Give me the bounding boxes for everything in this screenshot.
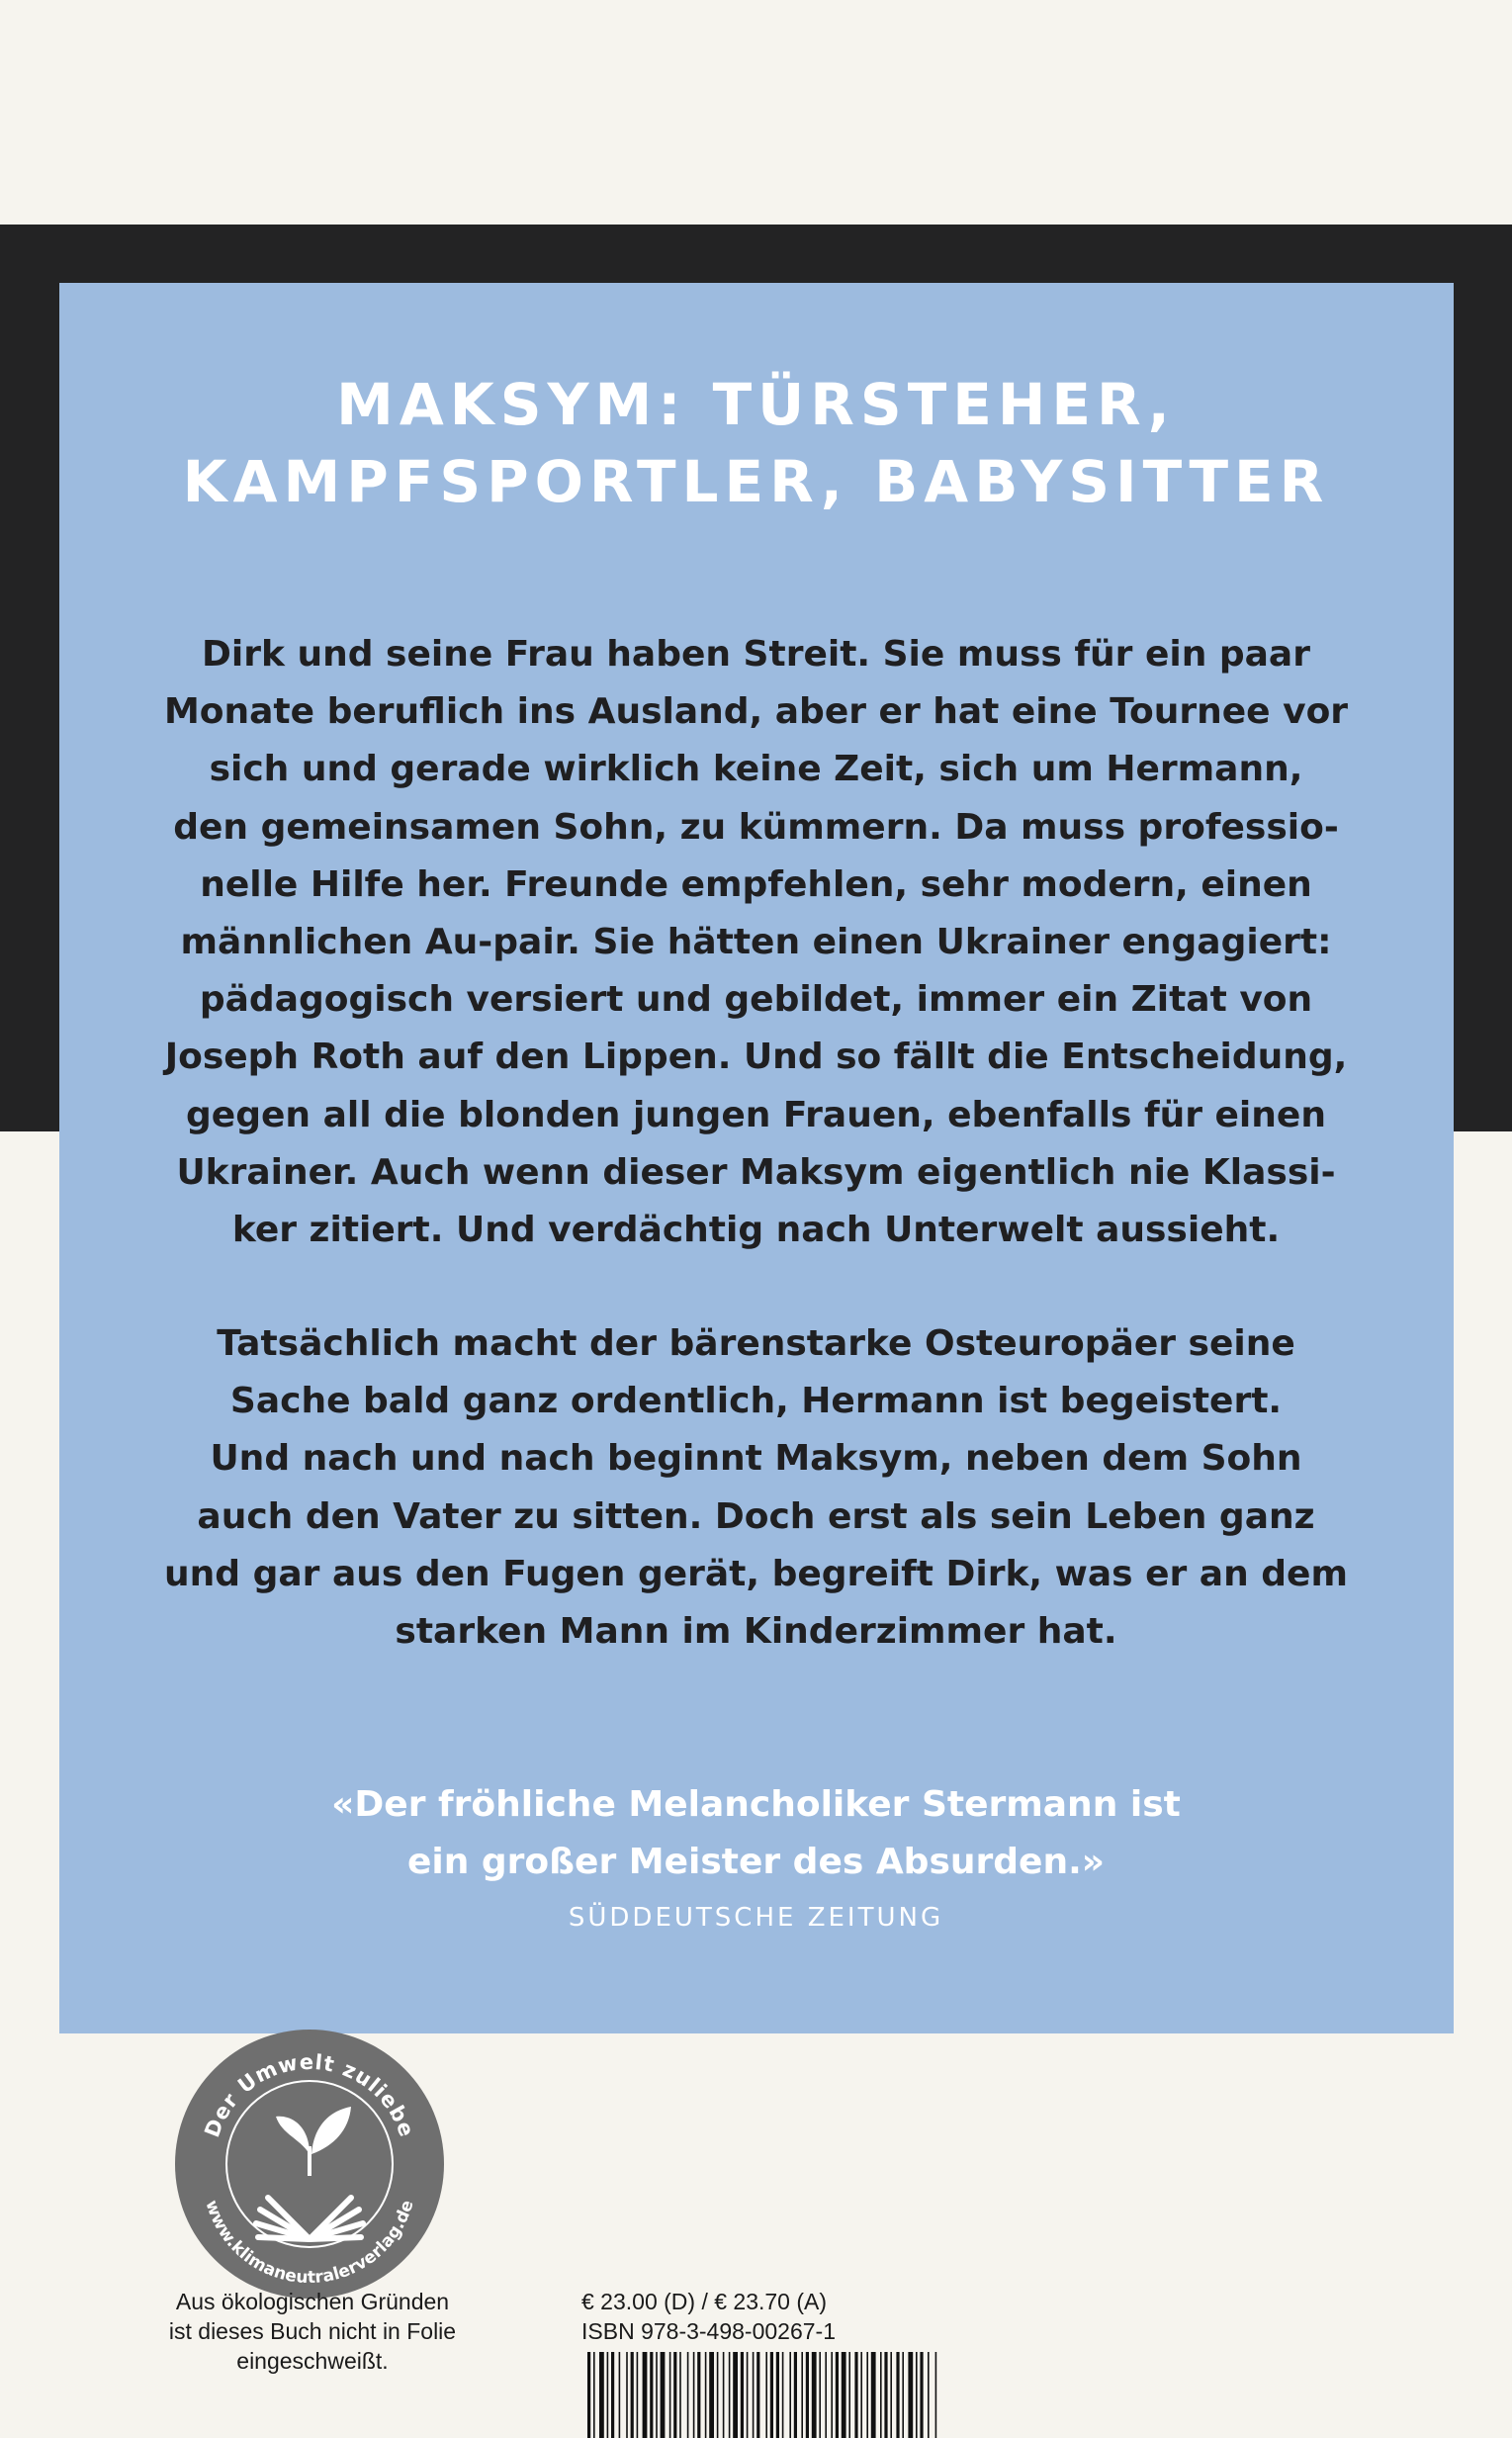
barcode-bar xyxy=(756,2352,759,2438)
barcode-bar xyxy=(607,2352,609,2438)
text-line: sich und gerade wirklich keine Zeit, sich um Hermann, xyxy=(209,749,1303,790)
text-line: Sache bald ganz ordentlich, Hermann ist begeistert. xyxy=(229,1381,1283,1422)
barcode-bar xyxy=(765,2352,767,2438)
barcode-bar xyxy=(831,2352,833,2438)
barcode-bar xyxy=(842,2352,846,2438)
isbn: ISBN 978-3-498-00267-1 xyxy=(581,2318,836,2344)
barcode-bar xyxy=(880,2352,882,2438)
text-line: Joseph Roth auf den Lippen. Und so fällt die Entscheidung, xyxy=(164,1037,1348,1078)
barcode-bar xyxy=(928,2352,930,2438)
barcode-bar xyxy=(794,2352,797,2438)
barcode xyxy=(583,2352,941,2438)
barcode-bar xyxy=(717,2352,719,2438)
text-line: und gar aus den Fugen gerät, begreift Dirk, was er an dem xyxy=(164,1553,1348,1594)
barcode-bar xyxy=(626,2352,628,2438)
barcode-bar xyxy=(836,2352,839,2438)
barcode-bar xyxy=(896,2352,899,2438)
barcode-bar xyxy=(806,2352,809,2438)
barcode-bar xyxy=(854,2352,857,2438)
barcode-bar xyxy=(916,2352,918,2438)
review-quote xyxy=(0,1776,1512,1891)
barcode-bar xyxy=(741,2352,744,2438)
eco-note xyxy=(156,2287,469,2376)
barcode-bar xyxy=(860,2352,862,2438)
text-line: pädagogisch versiert und gebildet, immer ein Zitat von xyxy=(199,979,1313,1021)
text-line: nelle Hilfe her. Freunde empfehlen, sehr modern, einen xyxy=(200,863,1312,905)
text-line: Dirk und seine Frau haben Streit. Sie muss für ein paar xyxy=(202,634,1310,675)
barcode-bar xyxy=(733,2352,738,2438)
barcode-bar xyxy=(679,2352,681,2438)
blurb-paragraph-2 xyxy=(0,1315,1512,1661)
barcode-bar xyxy=(890,2352,892,2438)
barcode-bar xyxy=(908,2352,913,2438)
barcode-bar xyxy=(782,2352,784,2438)
barcode-bar xyxy=(789,2352,791,2438)
barcode-bar xyxy=(902,2352,904,2438)
barcode-bar xyxy=(587,2352,590,2438)
headline-line: KAMPFSPORTLER, BABYSITTER xyxy=(182,448,1330,515)
eco-seal xyxy=(173,2028,446,2301)
barcode-bar xyxy=(801,2352,803,2438)
note-line: eingeschweißt. xyxy=(236,2348,389,2374)
seal-url-text: www.klimaneutralerverlag.de xyxy=(201,2198,418,2289)
barcode-bar xyxy=(673,2352,676,2438)
barcode-bar xyxy=(637,2352,639,2438)
text-line: Ukrainer. Auch wenn dieser Maksym eigentlich nie Klassi- xyxy=(176,1151,1336,1193)
barcode-bar xyxy=(753,2352,755,2438)
barcode-bar xyxy=(687,2352,689,2438)
barcode-bar xyxy=(723,2352,725,2438)
barcode-bar xyxy=(935,2352,937,2438)
barcode-bar xyxy=(631,2352,634,2438)
barcode-bar xyxy=(619,2352,621,2438)
text-line: den gemeinsamen Sohn, zu kümmern. Da muss professio- xyxy=(173,806,1339,848)
text-line: starken Mann im Kinderzimmer hat. xyxy=(395,1611,1117,1653)
text-line: gegen all die blonden jungen Frauen, ebenfalls für einen xyxy=(186,1094,1326,1135)
headline-line: MAKSYM: TÜRSTEHER, xyxy=(336,371,1176,438)
quote-source: SÜDDEUTSCHE ZEITUNG xyxy=(568,1903,944,1933)
barcode-bar xyxy=(593,2352,595,2438)
barcode-bar xyxy=(825,2352,827,2438)
barcode-bar xyxy=(812,2352,817,2438)
barcode-bar xyxy=(650,2352,653,2438)
barcode-bar xyxy=(884,2352,887,2438)
seal-top-text: Der Umwelt zuliebe xyxy=(200,2049,419,2141)
quote-line: «Der fröhliche Melancholiker Stermann ist xyxy=(331,1784,1181,1825)
text-line: Und nach und nach beginnt Maksym, neben dem Sohn xyxy=(210,1438,1302,1480)
note-line: Aus ökologischen Gründen xyxy=(175,2289,450,2314)
headline xyxy=(0,366,1512,520)
price-block xyxy=(581,2287,836,2346)
barcode-bar xyxy=(693,2352,695,2438)
barcode-bar xyxy=(729,2352,731,2438)
barcode-bar xyxy=(669,2352,671,2438)
barcode-bar xyxy=(871,2352,876,2438)
barcode-bar xyxy=(599,2352,604,2438)
barcode-bar xyxy=(747,2352,749,2438)
text-line: auch den Vater zu sitten. Doch erst als sein Leben ganz xyxy=(197,1495,1315,1537)
barcode-bar xyxy=(705,2352,707,2438)
barcode-bar xyxy=(776,2352,779,2438)
barcode-bar xyxy=(643,2352,648,2438)
barcode-bar xyxy=(819,2352,821,2438)
barcode-bar xyxy=(697,2352,700,2438)
text-line: Tatsächlich macht der bärenstarke Osteuropäer seine xyxy=(217,1323,1295,1364)
barcode-bar xyxy=(611,2352,614,2438)
barcode-bar xyxy=(770,2352,773,2438)
text-line: ker zitiert. Und verdächtig nach Unterwelt aussieht. xyxy=(231,1210,1281,1251)
barcode-bar xyxy=(709,2352,714,2438)
barcode-bar xyxy=(866,2352,868,2438)
note-line: ist dieses Buch nicht in Folie xyxy=(168,2318,457,2344)
price: € 23.00 (D) / € 23.70 (A) xyxy=(581,2289,828,2314)
barcode-bar xyxy=(920,2352,923,2438)
barcode-bar xyxy=(848,2352,850,2438)
barcode-bar xyxy=(656,2352,658,2438)
quote-line: ein großer Meister des Absurden.» xyxy=(406,1842,1106,1882)
blurb-paragraph-1 xyxy=(0,626,1512,1259)
text-line: männlichen Au-pair. Sie hätten einen Ukrainer engagiert: xyxy=(180,922,1332,963)
text-line: Monate beruflich ins Ausland, aber er hat eine Tournee vor xyxy=(163,691,1349,733)
barcode-bar xyxy=(661,2352,666,2438)
